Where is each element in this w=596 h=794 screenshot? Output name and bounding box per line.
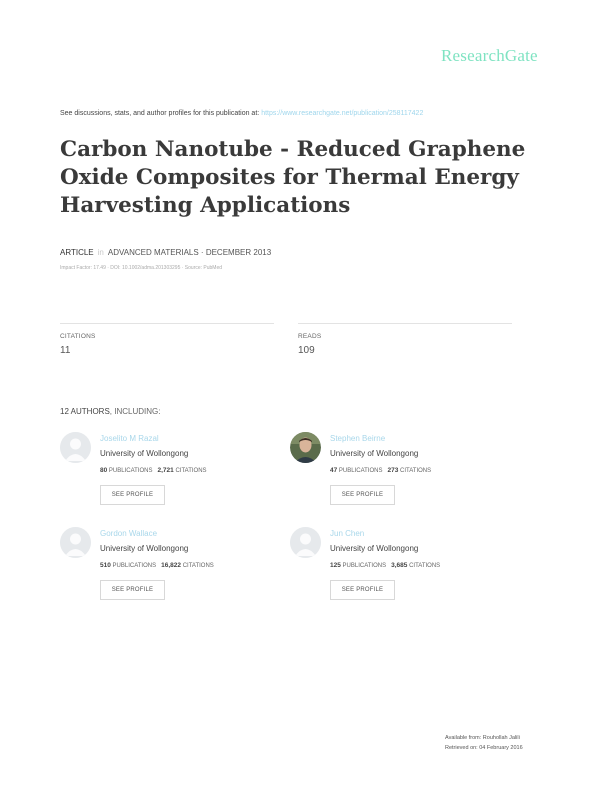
publication-meta xyxy=(60,248,271,257)
publications-label: PUBLICATIONS xyxy=(342,563,387,569)
avatar-placeholder-icon[interactable] xyxy=(60,527,91,558)
available-from: Available from: Rouhollah Jalili xyxy=(445,735,520,741)
publications-label: PUBLICATIONS xyxy=(338,468,383,474)
author-citations-count: 2,721 xyxy=(157,467,174,474)
publications-label: PUBLICATIONS xyxy=(112,563,157,569)
retrieved-on: Retrieved on: 04 February 2016 xyxy=(445,744,523,751)
see-profile-button[interactable]: SEE PROFILE xyxy=(100,485,165,505)
citations-stat xyxy=(60,323,274,356)
citations-label: CITATIONS xyxy=(175,468,207,474)
authors-including: , INCLUDING: xyxy=(109,407,161,416)
author-stats xyxy=(100,467,207,474)
author-photo-icon[interactable] xyxy=(290,432,321,463)
author-citations-count: 273 xyxy=(387,467,399,474)
publication-submeta: Impact Factor: 17.49 · DOI: 10.1002/adma.201303295 · Source: PubMed xyxy=(60,265,223,271)
author-name-link[interactable]: Stephen Beirne xyxy=(330,434,386,443)
researchgate-logo[interactable]: ResearchGate xyxy=(441,46,538,65)
publication-url-link[interactable]: https://www.researchgate.net/publication/258117422 xyxy=(261,110,424,117)
author-citations-count: 3,685 xyxy=(391,562,408,569)
authors-heading xyxy=(60,407,160,416)
discussion-notice xyxy=(60,110,423,117)
author-card xyxy=(290,527,510,607)
author-card xyxy=(60,527,280,607)
author-publications-count: 510 xyxy=(100,562,111,569)
citations-label: CITATIONS xyxy=(409,563,441,569)
reads-label: READS xyxy=(298,333,322,340)
author-stats xyxy=(330,467,431,474)
publication-title: Carbon Nanotube - Reduced Graphene Oxide Composites for Thermal Energy Harvesting Applications xyxy=(60,137,526,218)
citations-label: CITATIONS xyxy=(400,468,432,474)
citations-label: CITATIONS xyxy=(60,333,96,340)
authors-count: 12 AUTHORS xyxy=(60,407,110,416)
author-publications-count: 47 xyxy=(330,467,338,474)
author-card xyxy=(60,432,280,512)
author-publications-count: 125 xyxy=(330,562,341,569)
author-citations-count: 16,822 xyxy=(161,562,182,569)
meta-in-label: in xyxy=(97,248,104,257)
avatar-placeholder-icon[interactable] xyxy=(60,432,91,463)
publications-label: PUBLICATIONS xyxy=(108,468,153,474)
author-name-link[interactable]: Gordon Wallace xyxy=(100,529,158,538)
author-institution: University of Wollongong xyxy=(100,449,189,458)
discussion-text: See discussions, stats, and author profiles for this publication at: xyxy=(60,110,260,117)
author-publications-count: 80 xyxy=(100,467,108,474)
author-name-link[interactable]: Joselito M Razal xyxy=(100,434,159,443)
author-card xyxy=(290,432,510,512)
retrieval-info xyxy=(445,734,523,753)
avatar-placeholder-icon[interactable] xyxy=(290,527,321,558)
author-institution: University of Wollongong xyxy=(330,449,419,458)
see-profile-button[interactable]: SEE PROFILE xyxy=(100,580,165,600)
author-stats xyxy=(100,562,214,569)
publication-type: ARTICLE xyxy=(60,248,94,257)
author-institution: University of Wollongong xyxy=(100,544,189,553)
see-profile-button[interactable]: SEE PROFILE xyxy=(330,580,395,600)
author-name-link[interactable]: Jun Chen xyxy=(330,529,365,538)
author-institution: University of Wollongong xyxy=(330,544,419,553)
reads-stat xyxy=(298,323,512,356)
journal-info: ADVANCED MATERIALS · DECEMBER 2013 xyxy=(107,248,272,257)
reads-value: 109 xyxy=(298,345,315,356)
citations-label: CITATIONS xyxy=(182,563,214,569)
author-stats xyxy=(330,562,440,569)
see-profile-button[interactable]: SEE PROFILE xyxy=(330,485,395,505)
citations-value: 11 xyxy=(60,345,71,356)
